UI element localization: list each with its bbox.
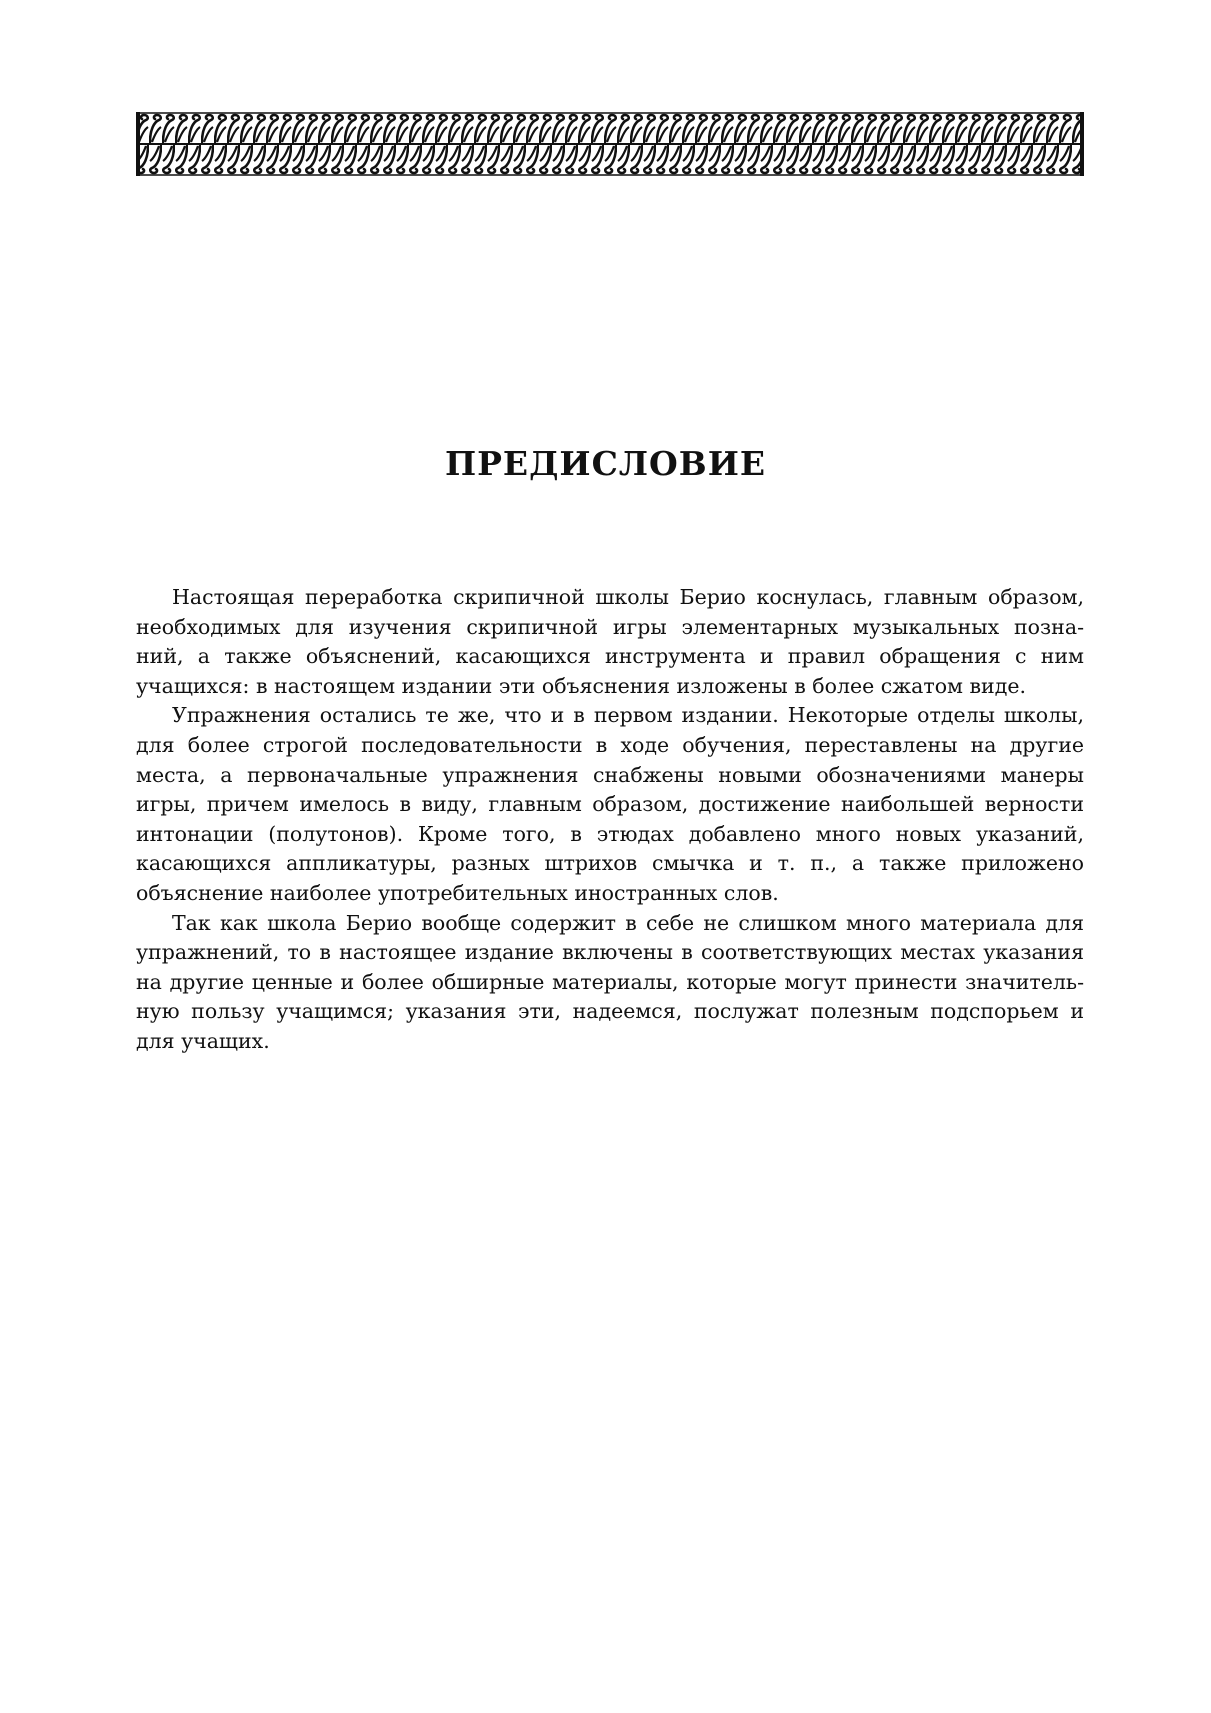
text-line: на другие ценные и более обширные материалы, которые могут принести значитель- bbox=[136, 969, 1084, 994]
text-line: для более строгой последовательности в ходе обучения, переставлены на другие bbox=[136, 732, 1084, 757]
text-line: для учащих. bbox=[136, 1028, 270, 1053]
paragraph-3 bbox=[136, 909, 1084, 1057]
text-line: места, а первоначальные упражнения снабжены новыми обозначениями манеры bbox=[136, 762, 1084, 787]
page-title: ПРЕДИСЛОВИЕ bbox=[444, 444, 767, 483]
text-line: необходимых для изучения скрипичной игры элементарных музыкальных позна- bbox=[136, 614, 1084, 639]
text-line: учащихся: в настоящем издании эти объяснения изложены в более сжатом виде. bbox=[136, 673, 1026, 698]
preface-text bbox=[136, 583, 1084, 1057]
text-line: Настоящая переработка скрипичной школы Берио коснулась, главным образом, bbox=[172, 585, 1084, 609]
text-line: Так как школа Берио вообще содержит в себе не слишком много материала для bbox=[172, 910, 1084, 935]
text-line: ную пользу учащимся; указания эти, надеемся, послужат полезным подспорьем и bbox=[136, 999, 1084, 1024]
text-line: объяснение наиболее употребительных иностранных слов. bbox=[136, 880, 779, 905]
text-line: Упражнения остались те же, что и в первом издании. Некоторые отделы школы, bbox=[172, 703, 1084, 728]
text-line: игры, причем имелось в виду, главным образом, достижение наибольшей верности bbox=[136, 792, 1084, 817]
greek-wave-border-icon bbox=[136, 112, 1084, 176]
paragraph-2 bbox=[136, 701, 1084, 908]
text-line: интонации (полутонов). Кроме того, в этюдах добавлено много новых указаний, bbox=[136, 821, 1084, 846]
text-line: ний, а также объяснений, касающихся инструмента и правил обращения с ним bbox=[136, 644, 1084, 669]
paragraph-1 bbox=[136, 583, 1084, 701]
text-line: упражнений, то в настоящее издание включены в соответствующих местах указания bbox=[136, 940, 1084, 965]
text-line: касающихся аппликатуры, разных штрихов смычка и т. п., а также приложено bbox=[136, 851, 1084, 876]
